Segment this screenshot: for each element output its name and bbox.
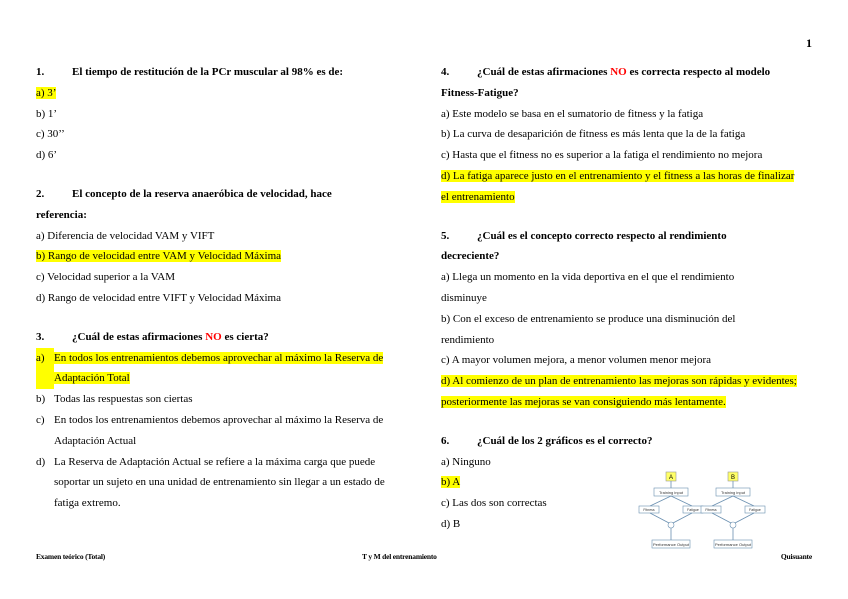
q3-option-d: d) La Reserva de Adaptación Actual se refiere a la máxima carga que puede soportar un sujeto en una unidad de entrenamiento sin llegar a un estado de fatiga extremo.	[36, 455, 385, 510]
diagram-b-side-left: Fitness	[705, 508, 717, 512]
question-5-title: 5. ¿Cuál es el concepto correcto respecto al rendimiento	[441, 229, 727, 242]
q4-option-c: c) Hasta que el fitness no es superior a la fatiga el rendimiento no mejora	[441, 149, 763, 162]
diagram-b-output-label: Performance Output	[714, 542, 752, 547]
question-2-title: 2. El concepto de la reserva anaeróbica de velocidad, hace	[36, 187, 332, 200]
q5-option-a: a) Llega un momento en la vida deportiva en el que el rendimiento disminuye	[441, 271, 735, 304]
q6-option-d: d) B	[441, 517, 461, 530]
diagram-a-output-label: Performance Output	[652, 542, 690, 547]
diagram-b-input-label: Training input	[720, 490, 746, 495]
diagram-a-side-left: Fitness	[643, 508, 655, 512]
footer-right: Quisuante	[780, 552, 812, 561]
fitness-fatigue-diagrams	[636, 470, 816, 552]
q1-option-b: b) 1’	[36, 107, 58, 120]
q1-option-d: d) 6’	[36, 149, 58, 162]
q1-option-a: a) 3’	[36, 86, 57, 99]
q6-option-c: c) Las dos son correctas	[441, 497, 547, 510]
q4-option-a: a) Este modelo se basa en el sumatorio de fitness y la fatiga	[441, 107, 704, 120]
q5-option-b: b) Con el exceso de entrenamiento se produce una disminución del rendimiento	[441, 312, 736, 346]
question-3-title: 3. ¿Cuál de estas afirmaciones NO es cierta?	[36, 330, 269, 343]
q5-option-d: d) Al comienzo de un plan de entrenamiento las mejoras son rápidas y evidentes; posteriormente las mejoras se van consiguiendo más lentamente.	[441, 375, 797, 408]
question-4-title: 4. ¿Cuál de estas afirmaciones NO es correcta respecto al modelo	[441, 66, 771, 78]
q2-option-d: d) Rango de velocidad entre VIFT y Velocidad Máxima	[36, 291, 281, 304]
footer-center: T y M del entrenamiento	[362, 552, 437, 561]
diagram-a-side-right: Fatigue	[687, 508, 699, 512]
diagram-a-label: A	[668, 475, 674, 481]
question-2	[36, 184, 406, 309]
question-6-title: 6. ¿Cuál de los 2 gráficos es el correcto?	[441, 434, 653, 447]
diagram-b-side-right: Fatigue	[749, 508, 761, 512]
q2-option-c: c) Velocidad superior a la VAM	[36, 271, 175, 284]
q5-option-c: c) A mayor volumen mejora, a menor volumen menor mejora	[441, 354, 712, 367]
question-2-title-cont: referencia:	[36, 208, 87, 221]
diagram-a-input-label: Training input	[658, 490, 684, 495]
diagram-b-label: B	[730, 475, 736, 481]
q6-option-b: b) A	[441, 476, 461, 489]
q4-option-b: b) La curva de desaparición de fitness es más lenta que la de la fatiga	[441, 128, 746, 141]
q3-option-c: c) En todos los entrenamientos debemos aprovechar al máximo la Reserva de Adaptación Actual	[36, 413, 384, 447]
q1-option-c: c) 30’’	[36, 128, 65, 141]
diagram-b	[701, 472, 765, 548]
left-column	[36, 62, 406, 532]
question-4	[441, 62, 813, 208]
footer-left: Examen teórico (Total)	[36, 552, 106, 561]
question-1-title: 1. El tiempo de restitución de la PCr muscular al 98% es de:	[36, 66, 344, 78]
question-3	[36, 327, 406, 514]
question-4-title-cont: Fitness-Fatigue?	[441, 86, 519, 99]
q6-option-a: a) Ninguno	[441, 455, 491, 468]
question-5	[441, 226, 813, 413]
q2-option-b: b) Rango de velocidad entre VAM y Velocidad Máxima	[36, 250, 282, 263]
q3-option-b: b) Todas las respuestas son ciertas	[36, 393, 193, 406]
q4-option-d: d) La fatiga aparece justo en el entrenamiento y el fitness a las horas de finalizar el entrenamiento	[441, 169, 795, 203]
q3-option-a: a) En todos los entrenamientos debemos aprovechar al máximo la Reserva de Adaptación Total	[36, 348, 406, 390]
question-5-title-cont: decreciente?	[441, 250, 500, 263]
q2-option-a: a) Diferencia de velocidad VAM y VIFT	[36, 229, 215, 242]
page-number: 1	[806, 36, 812, 50]
question-1	[36, 62, 406, 166]
diagram-a	[639, 472, 703, 548]
